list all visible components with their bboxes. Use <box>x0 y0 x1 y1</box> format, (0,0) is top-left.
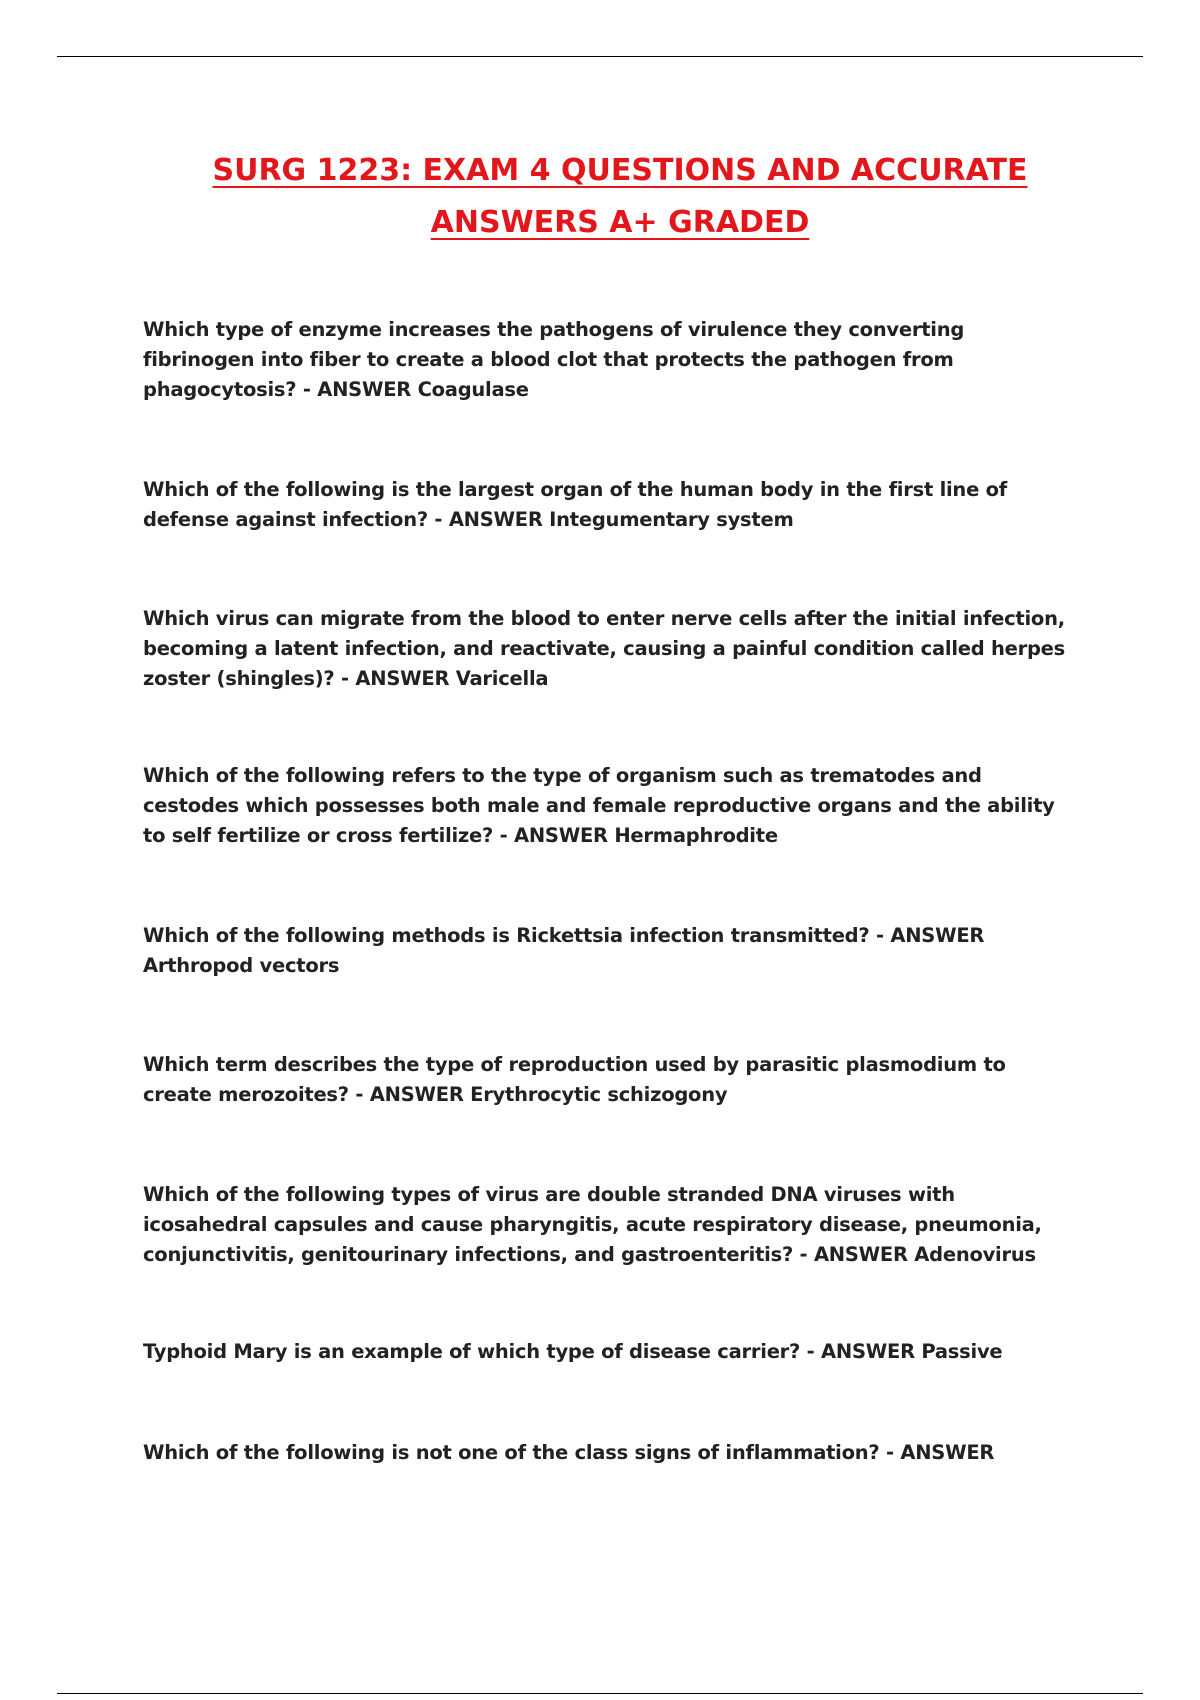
footer-rule <box>57 1693 1143 1694</box>
qa-item-8 <box>143 1337 1078 1367</box>
answer-text: ANSWER Erythrocytic schizogony <box>369 1083 728 1106</box>
answer-text: ANSWER Adenovirus <box>813 1243 1036 1266</box>
qa-item-1 <box>143 315 1078 405</box>
qa-item-5 <box>143 921 1078 981</box>
answer-text: ANSWER Varicella <box>355 667 549 690</box>
document-title <box>150 145 1090 249</box>
answer-text: ANSWER Coagulase <box>317 378 529 401</box>
question-text: Which of the following methods is Rickettsia infection transmitted? - <box>143 924 884 947</box>
question-text: Which of the following types of virus are double stranded DNA viruses with icosahedral capsules and cause pharyngitis, acute respiratory disease, pneumonia, conjunctivitis, genitourinary infections, and gastroenteritis? - <box>143 1183 1042 1266</box>
question-text: Typhoid Mary is an example of which type of disease carrier? - <box>143 1340 815 1363</box>
question-text: Which of the following is the largest organ of the human body in the first line of defense against infection? - <box>143 478 1007 531</box>
qa-item-3 <box>143 604 1078 694</box>
document-title-line-2: ANSWERS A+ GRADED <box>430 205 810 240</box>
qa-item-4 <box>143 761 1078 851</box>
document-title-line-1: SURG 1223: EXAM 4 QUESTIONS AND ACCURATE <box>212 153 1028 188</box>
answer-text: ANSWER <box>900 1441 995 1464</box>
qa-item-6 <box>143 1050 1078 1110</box>
answer-text: ANSWER Hermaphrodite <box>514 824 778 847</box>
qa-item-7 <box>143 1180 1078 1270</box>
question-text: Which of the following is not one of the class signs of inflammation? - <box>143 1441 894 1464</box>
qa-item-9 <box>143 1438 1078 1468</box>
question-text: Which virus can migrate from the blood to enter nerve cells after the initial infection, becoming a latent infection, and reactivate, causing a painful condition called herpes zoster (shingles)? - <box>143 607 1066 690</box>
answer-text: ANSWER Arthropod vectors <box>143 924 985 977</box>
question-text: Which of the following refers to the type of organism such as trematodes and cestodes which possesses both male and female reproductive organs and the ability to self fertilize or cross fertilize? - <box>143 764 1055 847</box>
answer-text: ANSWER Passive <box>821 1340 1003 1363</box>
header-rule <box>57 56 1143 57</box>
qa-item-2 <box>143 475 1078 535</box>
question-text: Which type of enzyme increases the pathogens of virulence they converting fibrinogen into fiber to create a blood clot that protects the pathogen from phagocytosis? - <box>143 318 965 401</box>
question-text: Which term describes the type of reproduction used by parasitic plasmodium to create merozoites? - <box>143 1053 1006 1106</box>
answer-text: ANSWER Integumentary system <box>448 508 794 531</box>
